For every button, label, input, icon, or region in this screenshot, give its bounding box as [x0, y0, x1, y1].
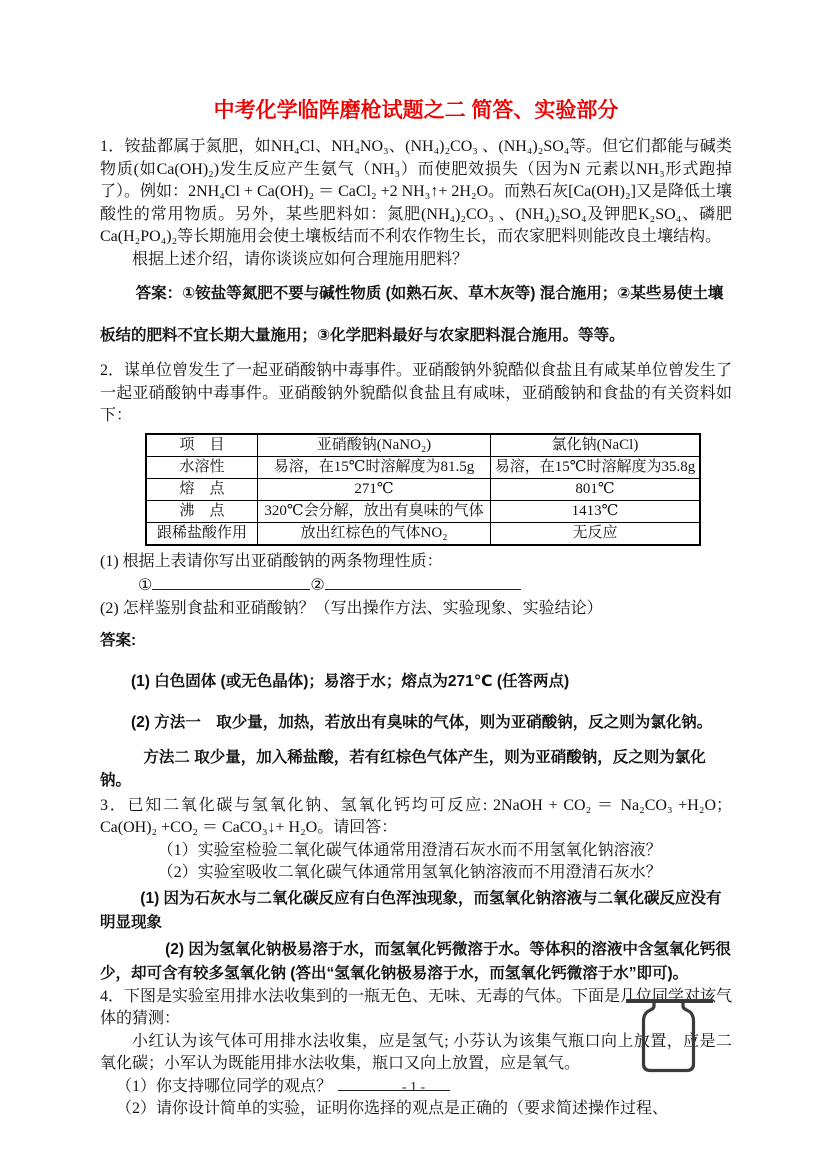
table-row-boiling-point — [146, 500, 700, 522]
table-cell: 801℃ — [491, 478, 701, 500]
q2-subquestion-1: (1) 根据上表请你写出亚硝酸钠的两条物理性质： — [100, 552, 443, 570]
table-cell: 易溶，在15℃时溶解度为35.8g — [491, 456, 701, 478]
q2-answer-3: 方法二 取少量，加入稀盐酸，若有红棕色气体产生，则为亚硝酸钠，反之则为氯化钠。 — [100, 748, 706, 789]
question-1-text: 1．铵盐都属于氮肥，如NH₄Cl、NH₄NO₃、(NH₄)₂CO₃ 、(NH₄)₂SO₄等。但它们都能与碱类物质(如Ca(OH)₂)发生反应产生氨气（NH₃）而使肥效损失（因为N 元素以NH₃形式跑掉了）。例如：2NH₄Cl + Ca(OH)₂ ＝ CaCl₂ +2 NH₃↑+ 2H₂O。而熟石灰[Ca(OH)₂]又是降低土壤酸性的常用物质。另外，某些肥料如：氮肥(NH₄)₂CO₃ 、(NH₄)₂SO₄及钾肥K₂SO₄、磷肥Ca(H₂PO₄)₂等长期施用会使土壤板结而不利农作物生长，而农家肥料则能改良土壤结构。 — [100, 138, 732, 245]
table-cell: 放出红棕色的气体NO₂ — [258, 522, 491, 545]
table-row-hcl-reaction — [146, 522, 700, 545]
q2-answer-1: (1) 白色固体 (或无色晶体)；易溶于水；熔点为271℃ (任答两点) — [131, 672, 570, 690]
table-header-sodium-chloride: 氯化钠(NaCl) — [491, 434, 701, 457]
table-cell: 跟稀盐酸作用 — [146, 522, 258, 545]
q4-guesses: 小红认为该气体可用排水法收集，应是氢气; 小芬认为该集气瓶口向上放置，应是二氧化碳；小军认为既能用排水法收集，瓶口又向上放置，应是氧气。 — [100, 1032, 732, 1072]
page-number: - 1 - — [401, 1080, 426, 1095]
q2-blank-line — [100, 573, 732, 598]
table-cell: 熔 点 — [146, 478, 258, 500]
table-header-item: 项 目 — [146, 434, 258, 457]
question-1-answer: 答案：①铵盐等氮肥不要与碱性物质 (如熟石灰、草木灰等) 混合施用；②某些易使土壤板结的肥料不宜长期大量施用；③化学肥料最好与农家肥料混合施用。等等。 — [100, 285, 724, 344]
table-header-row — [146, 434, 700, 457]
table-cell: 无反应 — [491, 522, 701, 545]
question-3-text: 3．已知二氧化碳与氢氧化钠、氢氧化钙均可反应: 2NaOH + CO₂ ＝ Na₂CO₃ +H₂O；Ca(OH)₂ +CO₂ ＝ CaCO₃↓+ H₂O。请回答： — [100, 796, 732, 836]
question-1-prompt: 根据上述介绍，请你谈谈应如何合理施用肥料？ — [132, 250, 469, 268]
page-content — [100, 96, 732, 1121]
table-cell: 易溶，在15℃时溶解度为81.5g — [258, 456, 491, 478]
table-row-solubility — [146, 456, 700, 478]
answer-blank-2 — [325, 575, 521, 590]
q3-answer-1: (1) 因为石灰水与二氧化碳反应有白色浑浊现象，而氢氧化钠溶液与二氧化碳反应没有明显现象 — [100, 889, 722, 931]
q3-subquestion-2: （2）实验室吸收二氧化碳气体通常用氢氧化钠溶液而不用澄清石灰水？ — [157, 864, 662, 881]
q3-answer-2: (2) 因为氢氧化钠极易溶于水，而氢氧化钙微溶于水。等体积的溶液中含氢氧化钙很少，却可含有较多氢氧化钠 (答出“氢氧化钠极易溶于水，而氢氧化钙微溶于水”即可)。 — [100, 940, 731, 982]
q4-subquestion-2: （2）请你设计简单的实验，证明你选择的观点是正确的（要求简述操作过程、 — [116, 1100, 669, 1117]
question-4-text: 4．下图是实验室用排水法收集到的一瓶无色、无味、无毒的气体。下面是几位同学对该气体的猜测： — [100, 987, 733, 1027]
q3-subquestion-1: （1）实验室检验二氧化碳气体通常用澄清石灰水而不用氢氧化钠溶液？ — [157, 841, 662, 859]
answer-blank-1 — [152, 575, 310, 590]
circled-1-label: ① — [138, 577, 153, 594]
table-row-melting-point — [146, 478, 700, 500]
page-title: 中考化学临阵磨枪试题之二 简答、实验部分 — [213, 99, 619, 122]
salt-properties-table — [145, 433, 701, 546]
question-2-text: 2．谋单位曾发生了一起亚硝酸钠中毒事件。亚硝酸钠外貌酷似食盐且有咸某单位曾发生了一起亚硝酸钠中毒事件。亚硝酸钠外貌酷似食盐且有咸味，亚硝酸钠和食盐的有关资料如下： — [100, 362, 733, 424]
q2-answer-2: (2) 方法一 取少量，加热，若放出有臭味的气体，则为亚硝酸钠，反之则为氯化钠。 — [131, 713, 713, 731]
table-header-sodium-nitrite: 亚硝酸钠(NaNO₂) — [258, 434, 491, 457]
table-cell: 1413℃ — [491, 500, 701, 522]
table-cell: 沸 点 — [146, 500, 258, 522]
table-cell: 271℃ — [258, 478, 491, 500]
q2-subquestion-2: (2) 怎样鉴别食盐和亚硝酸钠？（写出操作方法、实验现象、实验结论） — [100, 600, 603, 617]
table-cell: 水溶性 — [146, 456, 258, 478]
q4-sub1-text: （1）你支持哪位同学的观点？ — [116, 1077, 333, 1095]
circled-2-label: ② — [310, 577, 325, 594]
table-cell: 320℃会分解，放出有臭味的气体 — [258, 500, 491, 522]
gas-collection-bottle-figure — [625, 995, 717, 1079]
q2-answer-label: 答案: — [100, 631, 137, 649]
gas-bottle-icon — [625, 995, 717, 1079]
